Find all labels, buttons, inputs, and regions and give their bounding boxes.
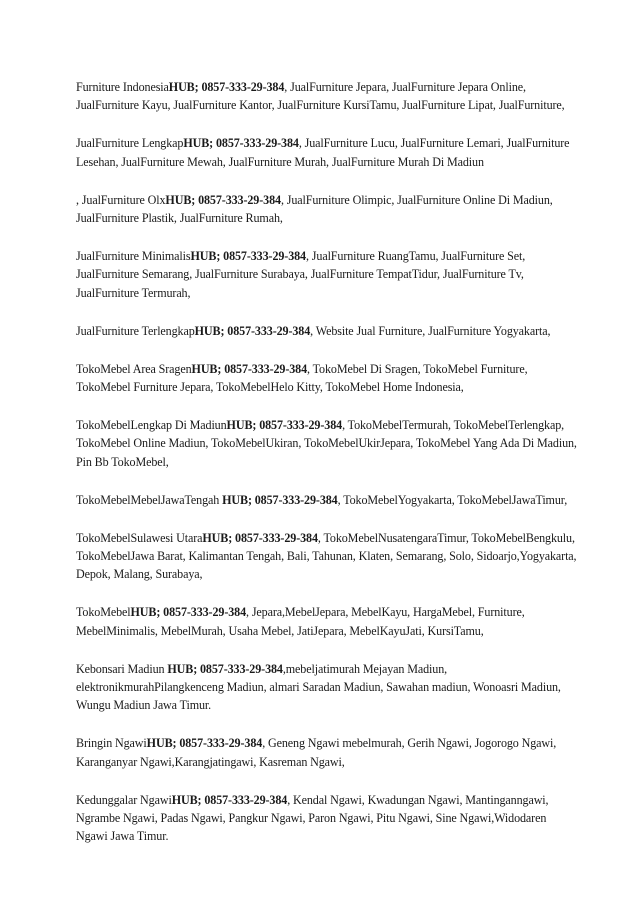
paragraph-text: , Jepara,MebelJepara, MebelKayu, HargaMebel, Furniture, MebelMinimalis, MebelMurah, Usaha Mebel, JatiJepara, MebelKayuJati, KursiTamu, bbox=[76, 605, 525, 638]
paragraph-text: TokoMebel Area Sragen bbox=[76, 361, 192, 376]
paragraph-text: , JualFurniture Olimpic, JualFurniture Online Di Madiun, JualFurniture Plastik, JualFurniture Rumah, bbox=[76, 192, 553, 226]
paragraph bbox=[76, 78, 578, 115]
paragraph bbox=[76, 603, 578, 640]
paragraph-text: , TokoMebel Di Sragen, TokoMebel Furniture, TokoMebel Furniture Jepara, TokoMebelHelo Kitty, TokoMebel Home Indonesia, bbox=[76, 361, 528, 394]
paragraph bbox=[76, 660, 578, 715]
paragraph bbox=[76, 529, 578, 584]
paragraph-text: JualFurniture Terlengkap bbox=[76, 323, 195, 338]
phone-number: HUB; 0857-333-29-384 bbox=[190, 248, 306, 263]
paragraph-text: , JualFurniture Jepara, JualFurniture Jepara Online, JualFurniture Kayu, JualFurniture Kantor, JualFurniture KursiTamu, JualFurniture Lipat, JualFurniture, bbox=[76, 80, 565, 113]
paragraph-text: , Geneng Ngawi mebelmurah, Gerih Ngawi, Jogorogo Ngawi, Karanganyar Ngawi,Karangjatingawi, Kasreman Ngawi, bbox=[76, 736, 557, 769]
phone-number: HUB; 0857-333-29-384 bbox=[146, 736, 263, 751]
paragraph bbox=[76, 491, 578, 509]
paragraph bbox=[76, 734, 578, 771]
paragraph-text: Bringin Ngawi bbox=[76, 736, 147, 751]
paragraph-text: , TokoMebelNusatengaraTimur, TokoMebelBengkulu, TokoMebelJawa Barat, Kalimantan Tengah, Bali, Tahunan, Klaten, Semarang, Solo, Sidoarjo,Yogyakarta, Depok, Malang, Surabaya, bbox=[76, 530, 577, 582]
paragraph-text: Kedunggalar Ngawi bbox=[76, 792, 172, 807]
paragraph bbox=[76, 791, 578, 846]
paragraph-text: TokoMebelMebelJawaTengah bbox=[76, 492, 223, 507]
paragraph bbox=[76, 416, 578, 471]
paragraph-text: Furniture Indonesia bbox=[76, 80, 169, 94]
paragraph bbox=[76, 360, 578, 397]
paragraph-text: TokoMebelSulawesi Utara bbox=[76, 530, 203, 545]
phone-number: HUB; 0857-333-29-384 bbox=[202, 530, 318, 545]
paragraph-text: TokoMebelLengkap Di Madiun bbox=[76, 417, 227, 432]
paragraph-text: ,mebeljatimurah Mejayan Madiun, elektronikmurahPilangkenceng Madiun, almari Saradan Madiun, Sawahan madiun, Wonoasri Madiun, Wungu Madiun Jawa Timur. bbox=[76, 661, 561, 713]
phone-number: HUB; 0857-333-29-384 bbox=[191, 361, 308, 376]
paragraph-text: , Website Jual Furniture, JualFurniture Yogyakarta, bbox=[310, 323, 551, 338]
paragraph bbox=[76, 191, 578, 228]
paragraph bbox=[76, 134, 578, 171]
phone-number: HUB; 0857-333-29-384 bbox=[226, 417, 343, 432]
paragraph-text: JualFurniture Lengkap bbox=[76, 136, 184, 151]
paragraph-text: JualFurniture Minimalis bbox=[76, 248, 191, 263]
phone-number: HUB; 0857-333-29-384 bbox=[222, 492, 338, 507]
phone-number: HUB; 0857-333-29-384 bbox=[167, 661, 283, 676]
paragraph-text: , TokoMebelYogyakarta, TokoMebelJawaTimur, bbox=[337, 492, 568, 507]
paragraph bbox=[76, 247, 578, 302]
phone-number: HUB; 0857-333-29-384 bbox=[130, 605, 247, 620]
phone-number: HUB; 0857-333-29-384 bbox=[183, 136, 299, 151]
paragraph-text: , TokoMebelTermurah, TokoMebelTerlengkap, TokoMebel Online Madiun, TokoMebelUkiran, TokoMebelUkirJepara, TokoMebel Yang Ada Di Madiun, Pin Bb TokoMebel, bbox=[76, 417, 577, 469]
phone-number: HUB; 0857-333-29-384 bbox=[171, 792, 288, 807]
paragraph-text: TokoMebel bbox=[76, 605, 131, 620]
paragraph-text: , JualFurniture Lucu, JualFurniture Lemari, JualFurniture Lesehan, JualFurniture Mewah, JualFurniture Murah, JualFurniture Murah Di Madiun bbox=[76, 136, 570, 169]
paragraph-text: Kebonsari Madiun bbox=[76, 661, 168, 676]
phone-number: HUB; 0857-333-29-384 bbox=[168, 80, 285, 94]
paragraph-text: , JualFurniture Olx bbox=[76, 192, 166, 207]
paragraph-text: , JualFurniture RuangTamu, JualFurniture Set, JualFurniture Semarang, JualFurniture Surabaya, JualFurniture TempatTidur, JualFurniture Tv, JualFurniture Termurah, bbox=[76, 248, 526, 300]
phone-number: HUB; 0857-333-29-384 bbox=[194, 323, 311, 338]
paragraph bbox=[76, 322, 578, 340]
phone-number: HUB; 0857-333-29-384 bbox=[165, 192, 281, 207]
paragraph-text: , Kendal Ngawi, Kwadungan Ngawi, Mantinganngawi, Ngrambe Ngawi, Padas Ngawi, Pangkur Ngawi, Paron Ngawi, Pitu Ngawi, Sine Ngawi,Widodaren Ngawi Jawa Timur. bbox=[76, 792, 549, 844]
